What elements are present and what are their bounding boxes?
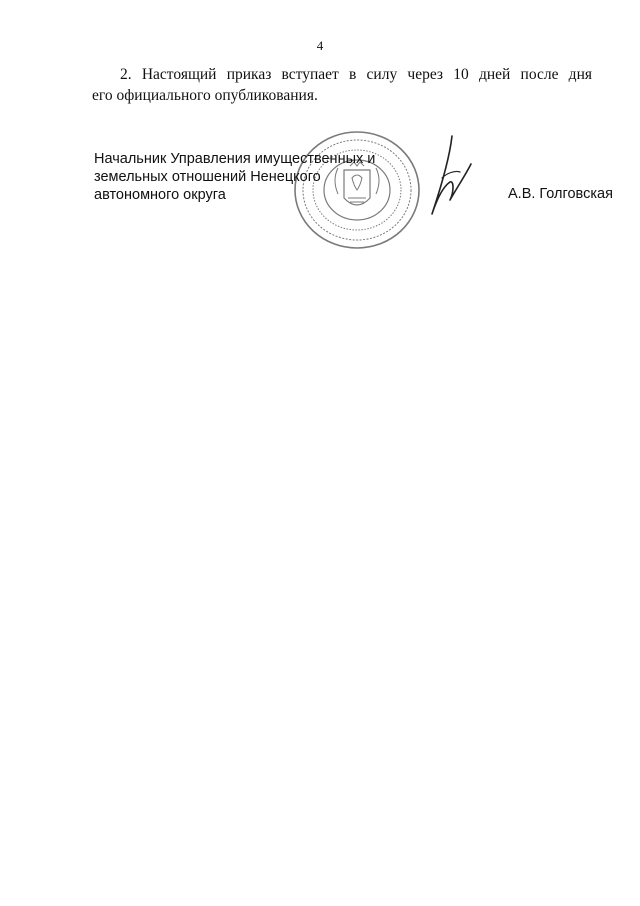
signer-name: А.В. Голговская — [508, 186, 613, 202]
signer-position-line-3: автономного округа — [94, 187, 226, 203]
signer-position — [94, 150, 394, 204]
signer-position-line-1: Начальник Управления имущественных и — [94, 151, 376, 167]
page-number: 4 — [316, 38, 324, 53]
paragraph-line-2: его официального опубликования. — [92, 87, 318, 104]
paragraph-effective-date — [92, 64, 592, 106]
signer-position-line-2: земельных отношений Ненецкого — [94, 169, 321, 185]
paragraph-line-1: 2. Настоящий приказ вступает в силу через 10 дней после дня — [120, 66, 592, 83]
handwritten-signature-icon — [424, 134, 474, 220]
